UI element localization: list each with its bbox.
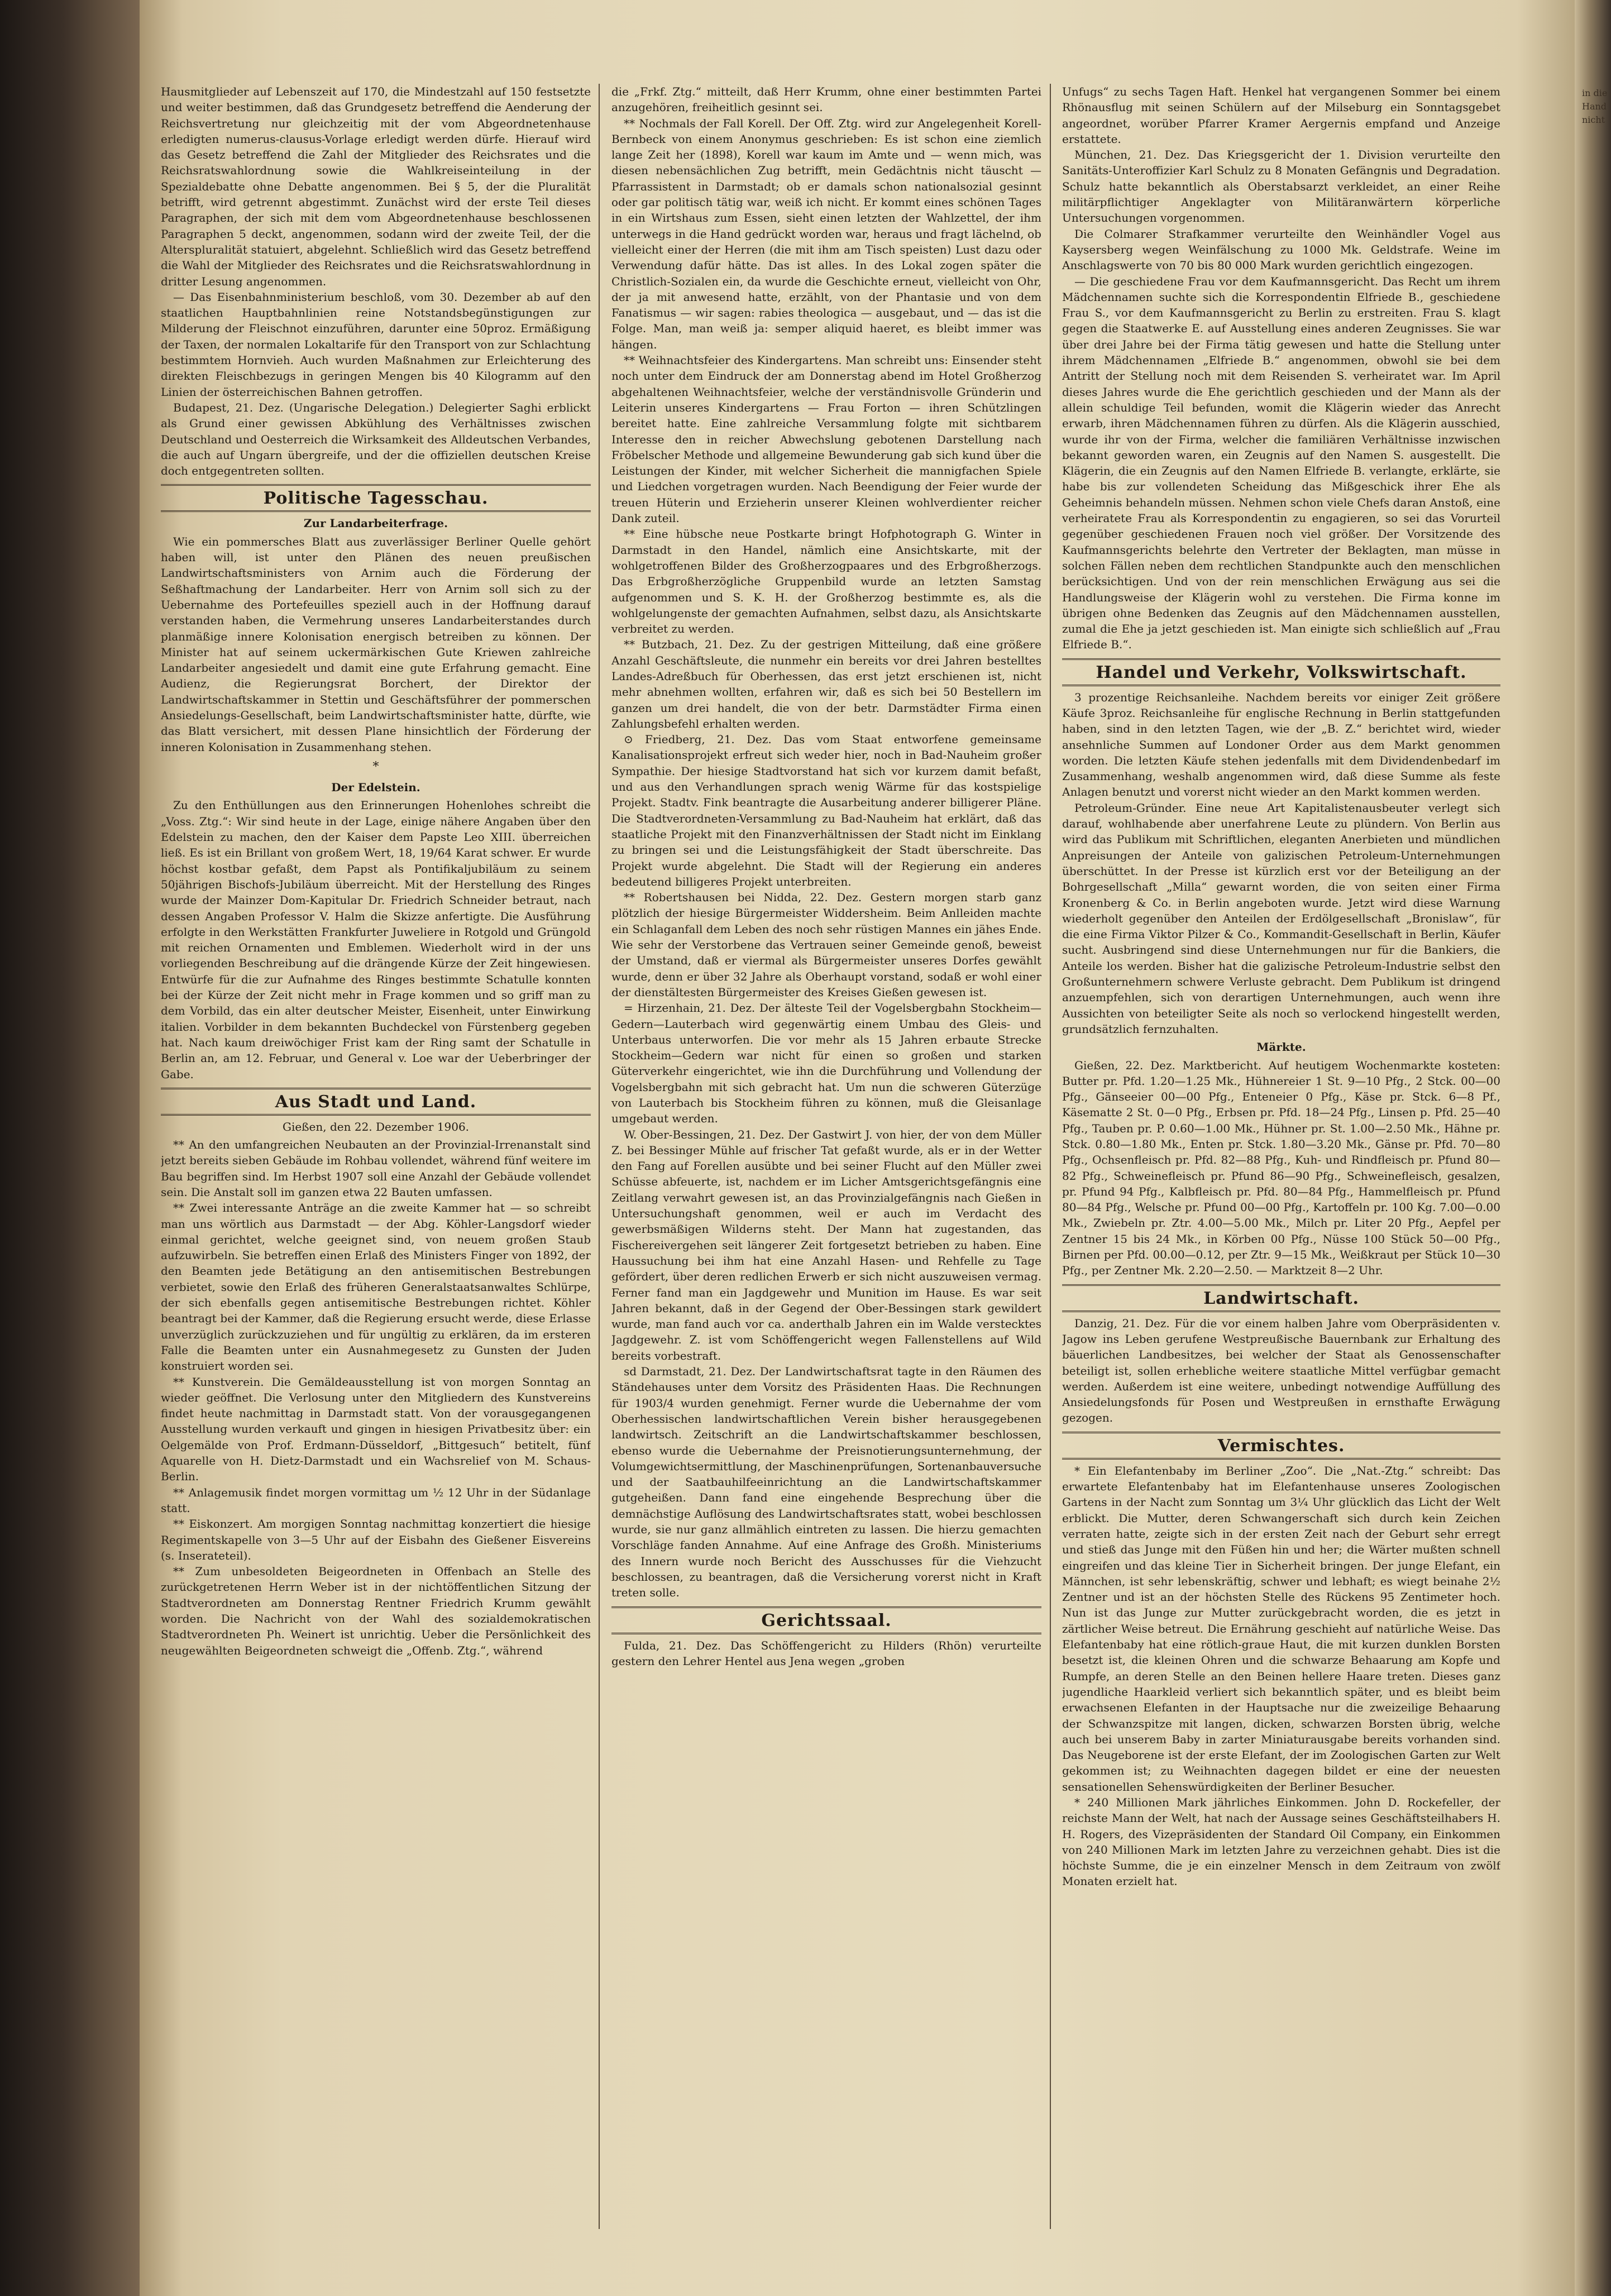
article-paragraph: München, 21. Dez. Das Kriegsgericht der 1. Division verurteilte den Sanitäts-Unteroffizier Karl Schulz zu 8 Monaten Gefängnis und Degradation. Schulz hatte bekanntlich als Oberstabsarzt verkleidet, an einer Reihe militärpflichtiger Angeklagter von Militäranwärtern körperliche Untersuchungen vorgenommen. bbox=[1062, 148, 1500, 225]
column-rule bbox=[599, 84, 600, 2229]
article-paragraph: ** Anlagemusik findet morgen vormittag um ½ 12 Uhr in der Südanlage statt. bbox=[161, 1485, 591, 1515]
article-paragraph: ** Weihnachtsfeier des Kindergartens. Man schreibt uns: Einsender steht noch unter dem Eindruck der am Donnerstag abend im Hotel Großherzog abgehaltenen Weihnachtsfeier, welche der verständnisvolle Gründerin und Leiterin unseres Kindergartens — Frau Forton — ihren Schützlingen bereitet hatte. Eine zahlreiche Versammlung folgte mit sichtbarem Interesse den in reicher Abwechslung gebotenen Darstellung nach Fröbelscher Methode und allgemeine Bewunderung gab sich kund über die Leistungen der Kinder, mit welcher Sicherheit die mannigfachen Spiele und Liedchen vorgetragen wurden. Nach Beendigung der Feier wurde der treuen Hüterin und Erzieherin unserer Kleinen wohlverdienter reicher Dank zuteil. bbox=[611, 353, 1041, 525]
article-paragraph: Budapest, 21. Dez. (Ungarische Delegation.) Delegierter Saghi erblickt als Grund einer gewissen Abkühlung des Verhältnisses zwischen Deutschland und Oesterreich die Wirksamkeit des Alldeutschen Verbandes, die auch auf Ungarn übergreife, und der die offiziellen deutschen Kreise doch entgegentreten sollten. bbox=[161, 400, 591, 478]
article-paragraph: ** Nochmals der Fall Korell. Der Off. Ztg. wird zur Angelegenheit Korell-Bernbeck von einem Anonymus geschrieben: Es ist schon eine ziemlich lange Zeit her (1898), Korell war kaum im Amte und — wenn mich, was diesen nebensächlichen Zug betrifft, mein Gedächtnis nicht täuscht — Pfarrassistent in Darmstadt; ob er damals schon nationalsozial gesinnt oder gar politisch tätig war, weiß ich nicht. Er kommt eines schönen Tages in ein Wirtshaus zum Essen, sieht einen letzten der Wahlzettel, der ihm unterwegs in die Hand gedrückt worden war, heraus und fragt lächelnd, ob vielleicht einer der Herren (die mit ihm am Tisch speisten) Lust dazu oder Verwendung dafür hätte. Das ist alles. In des Lokal zogen später die Christlich-Sozialen ein, da wurde die Geschichte erneut, vielleicht von Ohr, der ja mit anwesend hatte, erzählt, von der Phantasie und von dem Fanatismus — wir sagen: rabies theologica — ausgebaut, und — das ist die Folge. Man, man weiß ja: semper aliquid haeret, es bleibt immer was hängen. bbox=[611, 116, 1041, 351]
article-paragraph: ** An den umfangreichen Neubauten an der Provinzial-Irrenanstalt sind jetzt bereits sieben Gebäude im Rohbau vollendet, während fünf weitere im Bau begriffen sind. Im Herbst 1907 soll eine Anzahl der Gebäude vollendet sein. Die Anstalt soll im ganzen etwa 22 Bauten umfassen. bbox=[161, 1138, 591, 1199]
section-heading: Landwirtschaft. bbox=[1062, 1284, 1500, 1312]
article-paragraph: Zu den Enthüllungen aus den Erinnerungen Hohenlohes schreibt die „Voss. Ztg.“: Wir sind heute in der Lage, einige nähere Angaben über den Edelstein zu machen, den der Kaiser dem Papste Leo XIII. überreichen ließ. Es ist ein Brillant von großem Wert, 18, 19/64 Karat schwer. Er wurde höchst kostbar gefaßt, dem Papst als Pontifikaljubiläum zu seinem 50jährigen Bischofs-Jubiläum überreicht. Mit der Herstellung des Ringes wurde der Mainzer Dom-Kapitular Dr. Friedrich Schneider betraut, nach dessen Angaben Professor V. Halm die Skizze anfertigte. Die Ausführung erfolgte in den Werkstätten Frankfurter Juweliere in Rotgold und Grüngold mit reichen Ornamenten und Emblemen. Wiederholt wird in der uns vorliegenden Beschreibung auf die drängende Kürze der Zeit hingewiesen. Entwürfe für die zur Aufnahme des Ringes bestimmte Schatulle konnten bei der Kürze der Zeit nicht mehr in Frage kommen und so griff man zu dem Vorbild, das ein alter deutscher Meister, Eisenheit, unter Einwirkung italien. Vorbilder in dem bekannten Buchdeckel von Fürstenberg gegeben hat. Nach kaum dreiwöchiger Frist kam der Ring samt der Schatulle in Berlin an, am 12. Februar, und General v. Loe war der Ueberbringer der Gabe. bbox=[161, 798, 591, 1081]
separator-star: * bbox=[372, 759, 379, 774]
article-paragraph: Wie ein pommersches Blatt aus zuverlässiger Berliner Quelle gehört haben will, ist unter den Plänen des neuen preußischen Landwirtschaftsministers von Arnim auch die Förderung der Seßhaftmachung der Landarbeiter. Herr von Arnim soll sich zu der Uebernahme des Portefeuilles speziell auch in der Hoffnung darauf verstanden haben, die Vermehrung unseres Landarbeiterstandes durch planmäßige innere Kolonisation energisch betreiben zu können. Der Minister hat auf seinem uckermärkischen Gute Kriewen zahlreiche Landarbeiter angesiedelt und damit eine gute Erfahrung gemacht. Eine Audienz, die Regierungsrat Borchert, der Direktor der Landwirtschaftskammer in Stettin und Geschäftsführer der pommerschen Ansiedelungs-Gesellschaft, beim Landwirtschaftsminister hatte, dürfte, wie das Blatt versichert, mit dessen Plane hinsichtlich der Förderung der inneren Kolonisation in Zusammenhang stehen. bbox=[161, 534, 591, 754]
article-paragraph: * Ein Elefantenbaby im Berliner „Zoo“. Die „Nat.-Ztg.“ schreibt: Das erwartete Elefantenbaby hat im Elefantenhause unseres Zoologischen Gartens in der Nacht zum Sonntag um 3¼ Uhr glücklich das Licht der Welt erblickt. Die Mutter, deren Schwangerschaft sich durch kein Zeichen verraten hatte, zeigte sich in der ersten Zeit nach der Geburt sehr erregt und stieß das Junge mit den Füßen hin und her; die Wärter mußten schnell eingreifen und das kleine Tier in Sicherheit bringen. Der junge Elefant, ein Männchen, ist sehr lebenskräftig, schwer und lebhaft; es wiegt beinahe 2½ Zentner und ist an der höchsten Stelle des Rückens 95 Zentimeter hoch. Nun ist das Junge zur Mutter zurückgebracht worden, die es jetzt in zärtlicher Weise betreut. Die Ernährung geschieht auf natürliche Weise. Das Elefantenbaby hat eine rötlich-graue Haut, die mit kurzen dunklen Borsten besetzt ist, die kleinen Ohren und die schwarze Behaarung am Kopfe und Rumpfe, an deren Stelle an den Beinen hellere Haare treten. Dieses ganz jugendliche Haarkleid verliert sich bekanntlich später, und es bleibt beim erwachsenen Elefanten in der Hauptsache nur die zweizeilige Behaarung der Schwanzspitze mit langen, dicken, schwarzen Borsten übrig, welche auch bei unserem Baby in zarter Miniaturausgabe bereits vorhanden sind. Das Neugeborene ist der erste Elefant, der im Zoologischen Garten zur Welt gekommen ist; zu Weihnachten dagegen bildet er eine der neuesten sensationellen Sehenswürdigkeiten der Berliner Besucher. bbox=[1062, 1463, 1500, 1793]
article-paragraph: Hausmitglieder auf Lebenszeit auf 170, die Mindestzahl auf 150 festsetzte und weiter bestimmen, daß das Grundgesetz betreffend die Aenderung der Reichsvertretung nur gleichzeitig mit der vom Abgeordnetenhause erledigten numerus-clausus-Vorlage erledigt werden dürfe. Hierauf wird das Gesetz betreffend die Zahl der Mitglieder des Reichsrates und die Reichsratswahlordnung sowie die Wahlkreiseinteilung in der Spezialdebatte ohne Debatte angenommen. Bei § 5, der die Pluralität betrifft, wird getrennt abgestimmt. Zunächst wird der erste Teil dieses Paragraphen, der sich mit dem vom Abgeordnetenhause beschlossenen Paragraphen 5 deckt, angenommen, sodann wird der zweite Teil, der die Alterspluralität statuiert, abgelehnt. Schließlich wird das Gesetz betreffend die Wahl der Mitglieder des Reichsrates und die Reichsratswahlordnung in dritter Lesung angenommen. bbox=[161, 85, 591, 288]
article-paragraph: sd Darmstadt, 21. Dez. Der Landwirtschaftsrat tagte in den Räumen des Ständehauses unter dem Vorsitz des Präsidenten Haas. Die Rechnungen für 1903/4 wurden genehmigt. Ferner wurde die Uebernahme der vom Oberhessischen landwirtschaftlichen Verein bisher herausgegebenen landwirtsch. Zeitschrift an die Landwirtschaftskammer beschlossen, ebenso wurde die Uebernahme der Preisnotierungsunternehmung, der Volumgewichtsermittlung, der Maschinenprüfungen, Sortenanbauversuche und der Saatbauhilfeeinrichtung an die Landwirtschaftskammer gutgeheißen. Dann fand eine eingehende Besprechung über die demnächstige Auflösung des Landwirtschaftsrates statt, wobei beschlossen wurde, sie nur ganz allmählich eintreten zu lassen. Die hierzu gemachten Vorschläge fanden Annahme. Auf eine Anfrage des Großh. Ministeriums des Innern wurde noch Bericht des Ausschusses für die Viehzucht beschlossen, zu beantragen, daß die Versicherung vorerst nicht in Kraft treten solle. bbox=[611, 1365, 1041, 1600]
book-binding bbox=[0, 0, 140, 2296]
section-heading: Handel und Verkehr, Volkswirtschaft. bbox=[1062, 658, 1500, 686]
section-heading: Politische Tagesschau. bbox=[161, 484, 591, 512]
article-paragraph: ** Butzbach, 21. Dez. Zu der gestrigen Mitteilung, daß eine größere Anzahl Geschäftsleute, die nunmehr ein bereits vor drei Jahren bestelltes Landes-Adreßbuch für Oberhessen, das erst jetzt erschienen ist, nicht mehr abnehmen wollten, erfahren wir, daß es sich bei 50 Bestellern im ganzen um drei handelt, die von der betr. Darmstädter Firma einen Zahlungsbefehl erhalten werden. bbox=[611, 638, 1041, 730]
article-paragraph: Petroleum-Gründer. Eine neue Art Kapitalistenausbeuter verlegt sich darauf, wohlhabende aber unerfahrene Leute zu plündern. Von Berlin aus wird das Publikum mit Schriftlichen, eleganten Anerbieten und mündlichen Anpreisungen der Anteile von galizischen Petroleum-Unternehmungen überschüttet. In der Presse ist kürzlich erst vor der Beteiligung an der Bohrgesellschaft „Milla“ gewarnt worden, die von seiten einer Firma Kronenberg & Co. in Berlin angeboten wurde. Jetzt wird diese Warnung wiederholt gegenüber den Anteilen der Erdölgesellschaft „Bronislaw“, für die eine Firma Viktor Pilzer & Co., Kommandit-Gesellschaft in Berlin, Käufer sucht. Ausbringend sind diese Unternehmungen nur für die Bankiers, die Anteile los werden. Bisher hat die galizische Petroleum-Industrie selbst den Großunternehmern schwere Verluste gebracht. Dem Publikum ist dringend anzuempfehlen, sich von derartigen Unternehmungen, auch wenn ihre Aussichten von beteiligter Seite als noch so verlockend hingestellt werden, grundsätzlich fernzuhalten. bbox=[1062, 801, 1500, 1036]
article-paragraph: W. Ober-Bessingen, 21. Dez. Der Gastwirt J. von hier, der von dem Müller Z. bei Bessinger Mühle auf frischer Tat gefaßt wurde, als er in der Wetter den Fang auf Forellen ausübte und bei seiner Flucht auf den Müller zwei Schüsse abfeuerte, ist, nachdem er im Licher Amtsgerichtsgefängnis eine Zeitlang verwahrt gewesen ist, an das Provinzialgefängnis nach Gießen in Untersuchungshaft genommen, weil er auch im Verdacht des gewerbsmäßigen Wilderns steht. Der Mann hat zugestanden, das Fischereivergehen seit längerer Zeit fortgesetzt betrieben zu haben. Eine Haussuchung bei ihm hat eine Anzahl Hasen- und Rehfelle zu Tage gefördert, über deren redlichen Erwerb er sich nicht auszuweisen vermag. Ferner fand man ein Jagdgewehr und Munition im Hause. Es war seit Jahren bekannt, daß in der Gegend der Ober-Bessingen stark gewildert wurde, man fand auch vor ca. anderthalb Jahren ein im Walde verstecktes Jagdgewehr. Z. ist vom Schöffengericht wegen Fallenstellens auf Wild bereits vorbestraft. bbox=[611, 1127, 1041, 1362]
article-paragraph: ** Robertshausen bei Nidda, 22. Dez. Gestern morgen starb ganz plötzlich der hiesige Bürgermeister Widdersheim. Beim Anlleiden machte ein Schlaganfall dem Leben des noch sehr rüstigen Mannes ein jähes Ende. Wie sehr der Verstorbene das Vertrauen seiner Gemeinde genoß, beweist der Umstand, daß er viermal als Bürgermeister unseres Dorfes gewählt wurde, denn er über 32 Jahre als Oberhaupt vorstand, sodaß er wohl einer der dienstältesten Bürgermeister des Kreises Gießen gewesen ist. bbox=[611, 891, 1041, 999]
edge-fragment-text: in die Hand nicht bbox=[1582, 88, 1608, 125]
subheading: Märkte. bbox=[1256, 1040, 1306, 1054]
subheading: Zur Landarbeiterfrage. bbox=[303, 516, 448, 530]
article-paragraph: Danzig, 21. Dez. Für die vor einem halben Jahre vom Oberpräsidenten v. Jagow ins Leben gerufene Westpreußische Bauernbank zur Erhaltung des bäuerlichen Landbesitzes, bei welcher der Staat als Genossenschafter beteiligt ist, sollen erhebliche weitere staatliche Mittel verfügbar gemacht werden. Außerdem ist eine weitere, unbedingt notwendige Auffüllung des Ansiedelungsfonds für Posen und Westpreußen in ernsthafte Erwägung gezogen. bbox=[1062, 1316, 1500, 1425]
subheading: Der Edelstein. bbox=[331, 781, 420, 795]
article-paragraph: ** Zwei interessante Anträge an die zweite Kammer hat — so schreibt man uns wörtlich aus Darmstadt — der Abg. Köhler-Langsdorf wieder einmal gerichtet, welche geeignet sind, von neuem großen Staub aufzuwirbeln. Sie betreffen einen Erlaß des Ministers Finger von 1892, der den Beamten jede Betätigung an den antisemitischen Bestrebungen verbietet, sowie den Erlaß des früheren Generalstaatsanwaltes Schlürpe, der sich ebenfalls gegen antisemitische Bestrebungen richtet. Köhler beantragt bei der Kammer, daß die Regierung ersucht werde, diese Erlasse unverzüglich zurückzuziehen und für ungültig zu erklären, da im ersteren Falle die Beamten unter ein Ausnahmegesetz zu Gunsten der Juden konstruiert worden sei. bbox=[161, 1201, 591, 1373]
article-paragraph: Gießen, 22. Dez. Marktbericht. Auf heutigem Wochenmarkte kosteten: Butter pr. Pfd. 1.20—1.25 Mk., Hühnereier 1 St. 9—10 Pfg., 2 Stck. 00—00 Pfg., Gänseeier 00—00 Pfg., Enteneier 0 Pfg., Käse pr. Stck. 6—8 Pf., Käsematte 2 St. 0—0 Pfg., Erbsen pr. Pfd. 18—24 Pfg., Linsen p. Pfd. 25—40 Pfg., Tauben pr. P. 0.60—1.00 Mk., Hühner pr. St. 1.00—2.50 Mk., Hähne pr. Stck. 0.80—1.80 Mk., Enten pr. Stck. 1.80—3.20 Mk., Gänse pr. Pfd. 70—80 Pfg., Ochsenfleisch pr. Pfd. 82—88 Pfg., Kuh- und Rindfleisch pr. Pfund 80—82 Pfg., Schweinefleisch pr. Pfund 86—90 Pfg., Schweinefleisch, gesalzen, pr. Pfund 94 Pfg., Kalbfleisch pr. Pfd. 80—84 Pfg., Hammelfleisch pr. Pfund 80—84 Pfg., Welsche pr. Pfund 00—00 Pfg., Kartoffeln pr. 100 Kg. 7.00—0.00 Mk., Zwiebeln pr. Ztr. 4.00—5.00 Mk., Milch pr. Liter 20 Pfg., Aepfel per Zentner 15 bis 24 Mk., in Körben 00 Pfg., Nüsse 100 Stück 50—00 Pfg., Birnen per Pfd. 00.00—0.12, per Ztr. 9—15 Mk., Weißkraut per Stück 10—30 Pfg., per Zentner Mk. 2.20—2.50. — Marktzeit 8—2 Uhr. bbox=[1062, 1058, 1500, 1278]
next-page-edge bbox=[1575, 0, 1611, 2296]
article-paragraph: ** Zum unbesoldeten Beigeordneten in Offenbach an Stelle des zurückgetretenen Herrn Weber ist in der nichtöffentlichen Sitzung der Stadtverordneten am Donnerstag Rentner Friedrich Krumm gewählt worden. Die Nachricht von der Wahl des sozialdemokratischen Stadtverordneten Ph. Weinert ist unrichtig. Ueber die Persönlichkeit des neugewählten Beigeordneten schweigt die „Offenb. Ztg.“, während bbox=[161, 1565, 591, 1657]
section-heading: Gerichtssaal. bbox=[611, 1606, 1041, 1634]
article-paragraph: Unfugs“ zu sechs Tagen Haft. Henkel hat vergangenen Sommer bei einem Rhönausflug mit seinen Schülern auf der Milseburg ein Sonntagsgebet angeordnet, worüber Pfarrer Kramer Aergernis empfand und Anzeige erstattete. bbox=[1062, 85, 1500, 146]
article-paragraph: 3 prozentige Reichsanleihe. Nachdem bereits vor einiger Zeit größere Käufe 3proz. Reichsanleihe für englische Rechnung in Berlin stattgefunden haben, sind in den letzten Tagen, wie der „B. Z.“ berichtet wird, wieder ansehnliche Summen auf Londoner Order aus dem Markt genommen worden. Die letzten Käufe stehen jedenfalls mit dem Dividendenbedarf im Zusammenhang, weshalb angenommen wird, daß diese Summe als feste Anlagen benutzt und vorerst nicht wieder an den Markt kommen werden. bbox=[1062, 690, 1500, 799]
article-paragraph: — Das Eisenbahnministerium beschloß, vom 30. Dezember ab auf den staatlichen Hauptbahnlinien reine Notstandsbegünstigungen zur Milderung der Fleischnot einzuführen, darunter eine 50proz. Ermäßigung der Taxen, der normalen Lokaltarife für den Transport von zur Schlachtung bestimmtem Hornvieh. Auch wurden Maßnahmen zur Erleichterung des direkten Fleischbezugs in geringen Mengen bis 40 Kilogramm auf den Linien der österreichischen Bahnen getroffen. bbox=[161, 290, 591, 399]
column-left bbox=[161, 84, 591, 2229]
article-paragraph: Die Colmarer Strafkammer verurteilte den Weinhändler Vogel aus Kaysersberg wegen Weinfälschung zu 1000 Mk. Geldstrafe. Weine im Anschlagswerte von 70 bis 80 000 Mark wurden gerichtlich eingezogen. bbox=[1062, 227, 1500, 272]
column-middle bbox=[611, 84, 1041, 2229]
article-paragraph: ⊙ Friedberg, 21. Dez. Das vom Staat entworfene gemeinsame Kanalisationsprojekt erfreut sich weder hier, noch in Bad-Nauheim großer Sympathie. Der hiesige Stadtvorstand hat sich vor kurzem damit befaßt, und aus den Verhandlungen sprach wenig Wärme für das kostspielige Projekt. Stadtv. Fink beantragte die Ausarbeitung anderer billigerer Pläne. Die Stadtverordneten-Versammlung zu Bad-Nauheim hat erklärt, daß das staatliche Projekt mit den Finanzverhältnissen der Stadt nicht im Einklang zu bringen sei und die Leistungsfähigkeit der Stadt überschreite. Das Projekt wurde abgelehnt. Die Stadt will der Regierung ein anderes bedeutend billigeres Projekt unterbreiten. bbox=[611, 733, 1041, 888]
article-paragraph: ** Eiskonzert. Am morgigen Sonntag nachmittag konzertiert die hiesige Regimentskapelle von 3—5 Uhr auf der Eisbahn des Gießener Eisvereins (s. Inserateteil). bbox=[161, 1517, 591, 1562]
newspaper-page bbox=[140, 0, 1575, 2296]
dateline: Gießen, den 22. Dezember 1906. bbox=[282, 1120, 470, 1133]
column-rule bbox=[1050, 84, 1051, 2229]
article-paragraph: ** Eine hübsche neue Postkarte bringt Hofphotograph G. Winter in Darmstadt in den Handel, nämlich eine Ansichtskarte, mit der wohlgetroffenen Bilder des Großherzogpaares und des Erbgroßherzogs. Das Erbgroßherzögliche Gruppenbild wurde an letzten Samstag aufgenommen und S. K. H. der Großherzog bestimmte es, als die wohlgelungenste der gemachten Aufnahmen, selbst dazu, als Ansichtskarte verbreitet zu werden. bbox=[611, 527, 1041, 636]
column-right bbox=[1062, 84, 1500, 2229]
section-heading: Aus Stadt und Land. bbox=[161, 1088, 591, 1116]
article-paragraph: die „Frkf. Ztg.“ mitteilt, daß Herr Krumm, ohne einer bestimmten Partei anzugehören, freiheitlich gesinnt sei. bbox=[611, 85, 1041, 114]
article-paragraph: — Die geschiedene Frau vor dem Kaufmannsgericht. Das Recht um ihrem Mädchennamen suchte sich die Korrespondentin Elfriede B., geschiedene Frau S., vor dem Kaufmannsgericht zu Berlin zu erstreiten. Frau S. klagt gegen die Staatwerke E. auf Ausstellung eines anderen Zeugnisses. Sie war über drei Jahre bei der Firma tätig gewesen und hatte die Stellung unter ihrem Mädchennamen „Elfriede B.“ angenommen, obwohl sie bei dem Antritt der Stellung noch mit dem Reisenden S. verheiratet war. Im April dieses Jahres wurde die Ehe gerichtlich geschieden und der Mann als der allein schuldige Teil befunden, womit die Klägerin wieder das Anrecht erwarb, ihren Mädchennamen führen zu dürfen. Als die Klägerin ausschied, wurde ihr von der Firma, welcher die familiären Verhältnisse inzwischen bekannt geworden waren, ein Zeugnis auf den Namen S. ausgestellt. Die Klägerin, die ein Zeugnis auf den Namen Elfriede B. verlangte, erklärte, sie habe bis zur vollendeten Scheidung das Mißgeschick ihrer Ehe als Geheimnis behandeln müssen. Nehmen schon viele Chefs daran Anstoß, eine verheiratete Frau als Korrespondentin zu engagieren, so sei das Vorurteil gegenüber geschiedenen Frauen noch viel größer. Der Vorsitzende des Kaufmannsgerichts belehrte den Vertreter der Beklagten, man müsse in solchen Fällen neben dem rechtlichen Standpunkte auch den menschlichen berücksichtigen. Und von der rein menschlichen Erwägung aus sei die Handlungsweise der Klägerin wohl zu verstehen. Die Firma konne im übrigen ohne Bedenken das Zeugnis auf den Mädchennamen ausstellen, zumal die Ehe ja jetzt geschieden ist. Man einigte sich schließlich auf „Frau Elfriede B.“. bbox=[1062, 274, 1500, 652]
article-paragraph: * 240 Millionen Mark jährliches Einkommen. John D. Rockefeller, der reichste Mann der Welt, hat nach der Aussage seines Geschäftsteilhabers H. H. Rogers, des Vizepräsidenten der Standard Oil Company, ein Einkommen von 240 Millionen Mark im letzten Jahre zu verzeichnen gehabt. Dies ist die höchste Summe, die je ein einzelner Mensch in dem Zeitraum von zwölf Monaten erzielt hat. bbox=[1062, 1795, 1500, 1888]
article-paragraph: = Hirzenhain, 21. Dez. Der älteste Teil der Vogelsbergbahn Stockheim—Gedern—Lauterbach wird gegenwärtig einem Umbau des Gleis- und Unterbaus unterworfen. Die vor mehr als 15 Jahren erbaute Strecke Stockheim—Gedern war nicht für einen so großen und starken Güterverkehr eingerichtet, wie ihn die Durchführung und Vollendung der Vogelsbergbahn mit sich gebracht hat. Um nun die schweren Güterzüge von Lauterbach bis Stockheim führen zu können, muß die Gleisanlage umgebaut werden. bbox=[611, 1001, 1041, 1126]
article-paragraph: ** Kunstverein. Die Gemäldeausstellung ist von morgen Sonntag an wieder geöffnet. Die Verlosung unter den Mitgliedern des Kunstvereins findet heute nachmittag in Darmstadt statt. Von der vorausgegangenen Ausstellung wurden verkauft und gingen in hiesigen Privatbesitz über: ein Oelgemälde von Prof. Erdmann-Düsseldorf, „Bittgesuch“ betitelt, fünf Aquarelle von H. Dietz-Darmstadt und ein Wachsrelief von M. Schaus-Berlin. bbox=[161, 1375, 591, 1484]
section-heading: Vermischtes. bbox=[1062, 1432, 1500, 1460]
article-paragraph: Fulda, 21. Dez. Das Schöffengericht zu Hilders (Rhön) verurteilte gestern den Lehrer Hentel aus Jena wegen „groben bbox=[611, 1638, 1041, 1668]
